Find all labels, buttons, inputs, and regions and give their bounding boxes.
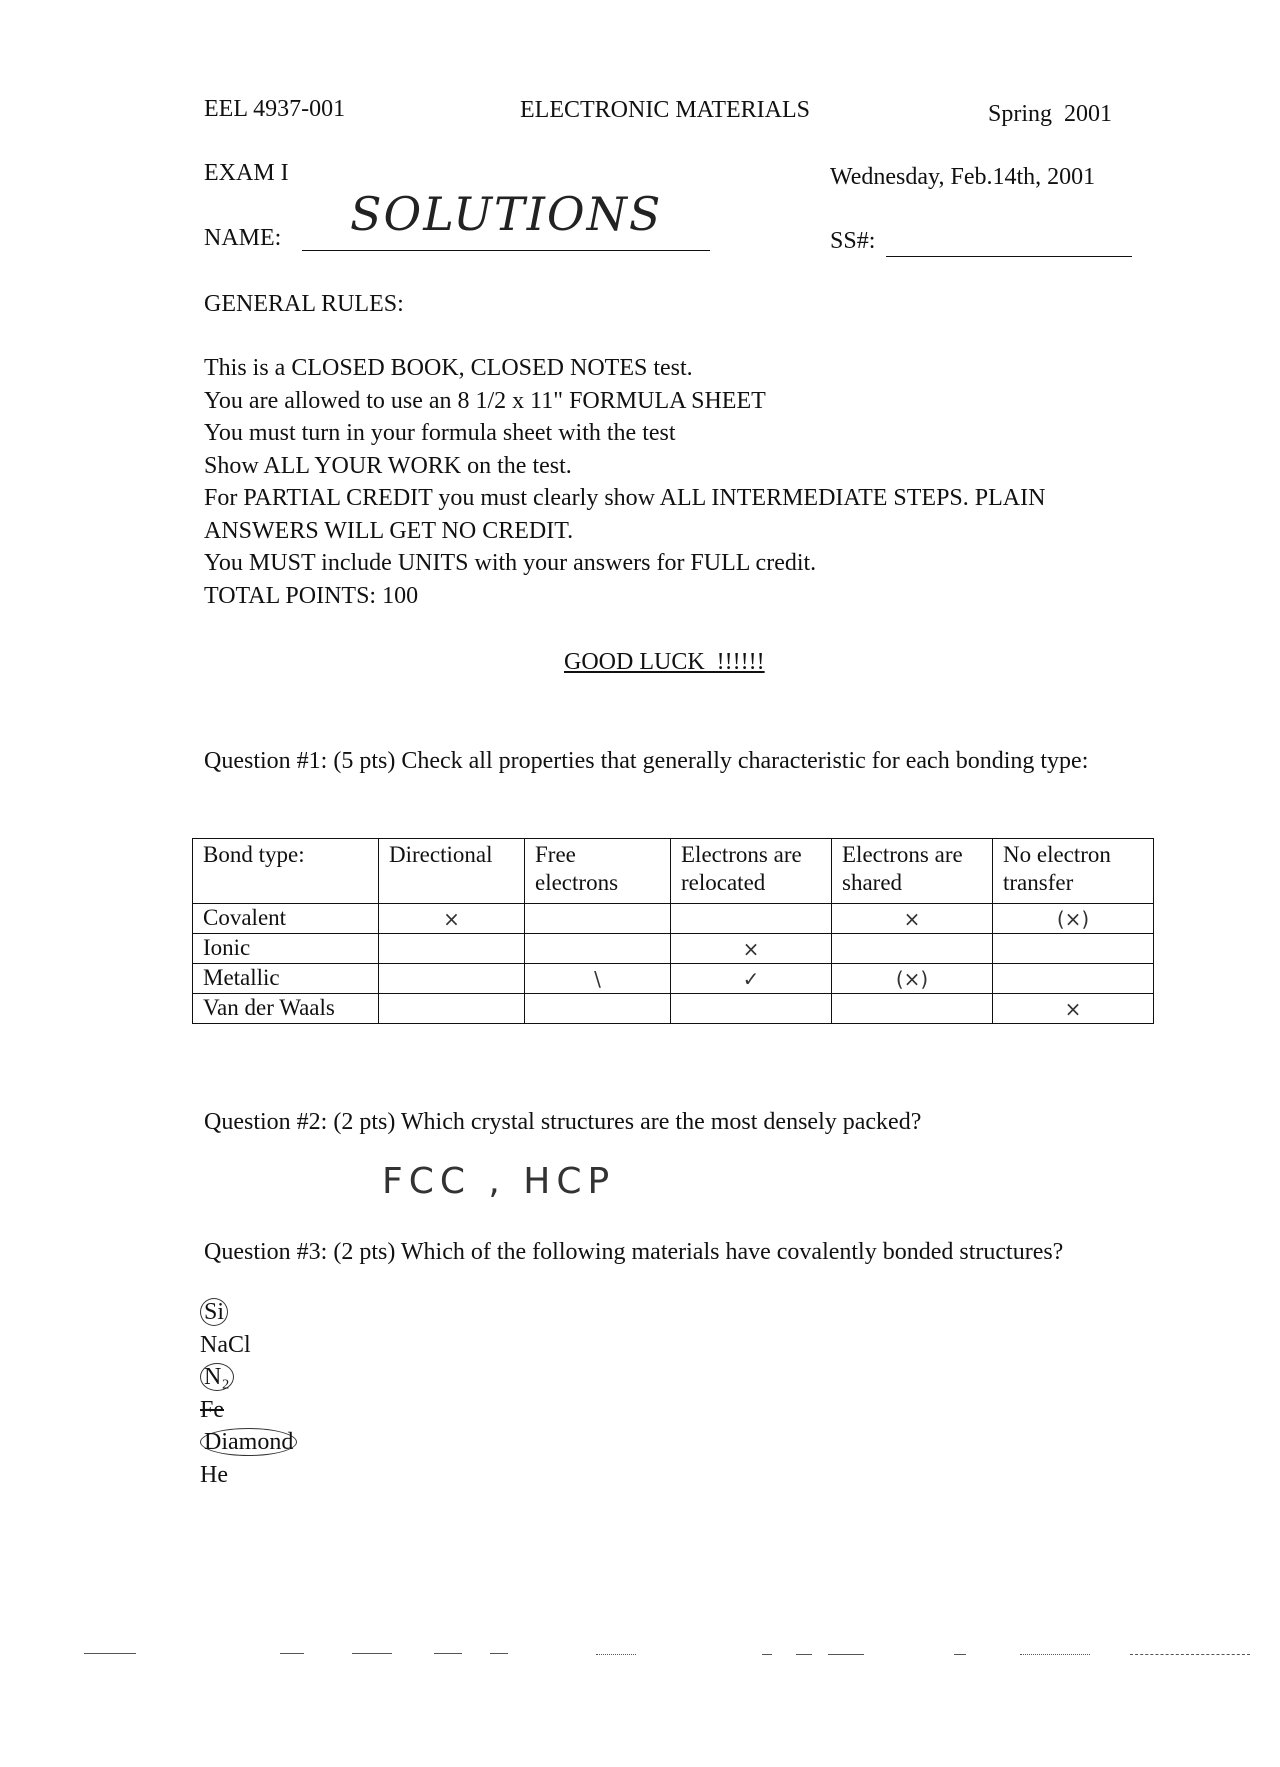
check-mark: × — [379, 904, 525, 934]
name-label: NAME: — [204, 225, 282, 251]
option-label: NaCl — [200, 1331, 251, 1358]
row-label-covalent: Covalent — [193, 904, 379, 934]
check-mark — [379, 934, 525, 964]
rules-title: GENERAL RULES: — [204, 291, 404, 317]
scan-artifact-dash — [954, 1654, 966, 1655]
question-2-handwritten-answer: FCC , HCP — [382, 1161, 616, 1202]
check-mark — [993, 934, 1154, 964]
option-label: Fe — [200, 1396, 224, 1423]
header-no-electron-transfer: No electron transfer — [993, 839, 1154, 904]
scan-artifact-dash — [828, 1654, 864, 1655]
option-he — [200, 1459, 297, 1492]
option-n2 — [200, 1361, 297, 1394]
option-nacl — [200, 1329, 297, 1362]
name-handwritten-value: SOLUTIONS — [350, 187, 663, 241]
material-options — [200, 1296, 297, 1491]
rules-list — [204, 352, 1164, 612]
check-mark — [379, 964, 525, 994]
header-free-electrons: Free electrons — [525, 839, 671, 904]
rule-line: This is a CLOSED BOOK, CLOSED NOTES test. — [204, 355, 693, 381]
header-bond-type: Bond type: — [193, 839, 379, 904]
ss-label: SS#: — [830, 228, 876, 254]
scan-artifact-dash — [1020, 1654, 1090, 1655]
row-label-van-der-waals: Van der Waals — [193, 994, 379, 1024]
option-label: Diamond — [200, 1428, 297, 1456]
row-label-metallic: Metallic — [193, 964, 379, 994]
course-code: EEL 4937-001 — [204, 96, 346, 122]
table-row — [193, 994, 1154, 1024]
check-mark — [832, 934, 993, 964]
scan-artifact-dash — [352, 1653, 392, 1654]
check-mark — [525, 904, 671, 934]
table-row — [193, 934, 1154, 964]
question-3-text: Question #3: (2 pts) Which of the following materials have covalently bonded structures? — [204, 1239, 1064, 1265]
rule-line: You must turn in your formula sheet with the test — [204, 420, 676, 446]
table-row — [193, 904, 1154, 934]
header-electrons-relocated: Electrons are relocated — [671, 839, 832, 904]
table-header-row — [193, 839, 1154, 904]
option-diamond — [200, 1426, 297, 1459]
rule-line: You are allowed to use an 8 1/2 x 11" FORMULA SHEET — [204, 387, 766, 414]
scan-artifact-dash — [434, 1653, 462, 1654]
scan-artifact-dash — [84, 1653, 136, 1654]
check-mark — [525, 934, 671, 964]
check-mark — [832, 994, 993, 1024]
term: Spring 2001 — [988, 101, 1113, 127]
check-mark: × — [671, 934, 832, 964]
header-directional: Directional — [379, 839, 525, 904]
scan-artifact-dash — [796, 1654, 812, 1655]
option-label: He — [200, 1461, 228, 1488]
exam-label: EXAM I — [204, 160, 289, 186]
rule-line: ANSWERS WILL GET NO CREDIT. — [204, 517, 574, 544]
table-row — [193, 964, 1154, 994]
scan-artifact-dash — [762, 1654, 772, 1655]
exam-date: Wednesday, Feb.14th, 2001 — [830, 164, 1096, 190]
scan-artifact-dash — [1130, 1654, 1250, 1655]
check-mark — [525, 994, 671, 1024]
ss-field-line — [886, 256, 1132, 257]
option-fe — [200, 1394, 297, 1427]
check-mark: (×) — [832, 964, 993, 994]
rule-line: You MUST include UNITS with your answers for FULL credit. — [204, 550, 817, 576]
option-si — [200, 1296, 297, 1329]
question-2-text: Question #2: (2 pts) Which crystal structures are the most densely packed? — [204, 1109, 922, 1135]
bond-type-table — [192, 838, 1154, 1024]
rule-line: Show ALL YOUR WORK on the test. — [204, 452, 572, 479]
rule-line: For PARTIAL CREDIT you must clearly show ALL INTERMEDIATE STEPS. PLAIN — [204, 485, 1046, 511]
document-title: ELECTRONIC MATERIALS — [520, 97, 810, 123]
option-label: Si — [200, 1298, 228, 1326]
row-label-ionic: Ionic — [193, 934, 379, 964]
check-mark — [379, 994, 525, 1024]
scan-artifact-dash — [490, 1653, 508, 1654]
check-mark: (×) — [993, 904, 1154, 934]
question-1-text: Question #1: (5 pts) Check all properties that generally characteristic for each bonding type: — [204, 748, 1089, 774]
check-mark — [671, 994, 832, 1024]
header-electrons-shared: Electrons are shared — [832, 839, 993, 904]
check-mark: × — [993, 994, 1154, 1024]
check-mark — [671, 904, 832, 934]
check-mark — [993, 964, 1154, 994]
scan-artifact-dash — [280, 1653, 304, 1654]
scan-artifact-dash — [596, 1654, 636, 1655]
option-label: N₂ — [200, 1363, 234, 1391]
check-mark: × — [832, 904, 993, 934]
check-mark: \ — [525, 964, 671, 994]
name-field-line — [302, 250, 710, 251]
rule-line: TOTAL POINTS: 100 — [204, 582, 419, 609]
check-mark: ✓ — [671, 964, 832, 994]
good-luck: GOOD LUCK !!!!!! — [564, 649, 765, 675]
